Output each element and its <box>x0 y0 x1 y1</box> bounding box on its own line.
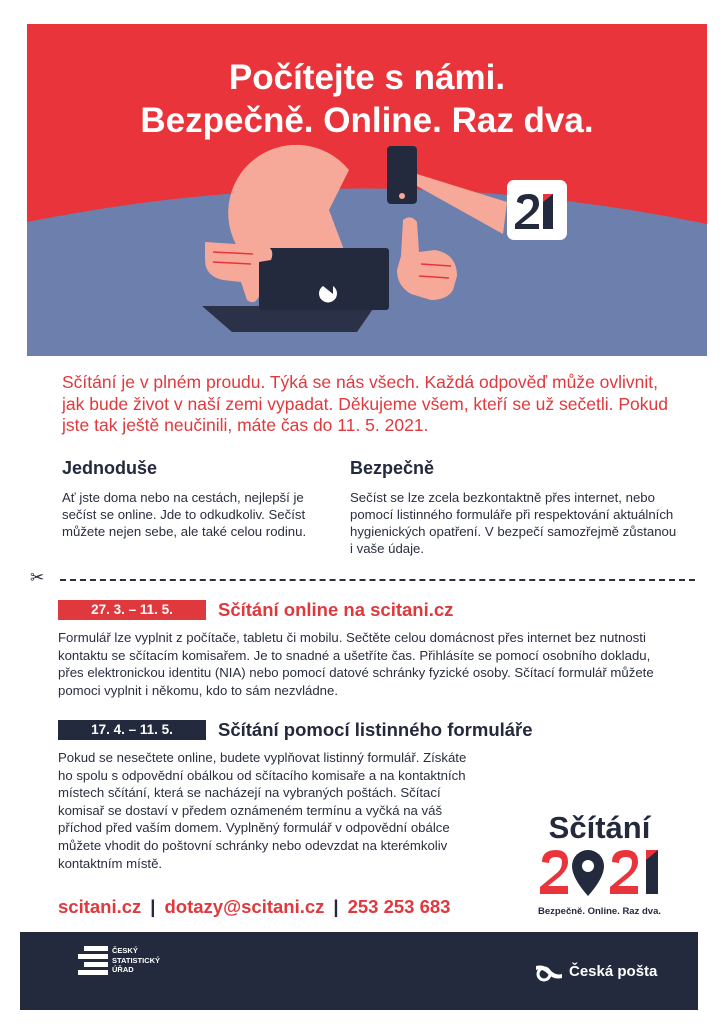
ceska-posta-logo <box>534 960 657 984</box>
smartphone-icon <box>387 146 417 204</box>
contact-email-link[interactable]: dotazy@scitani.cz <box>164 896 325 917</box>
hero-title <box>27 56 707 142</box>
section-online-dates: 27. 3. – 11. 5. <box>58 600 206 620</box>
contact-phone: 253 253 683 <box>347 896 451 917</box>
column-simply-text: Ať jste doma nebo na cestách, nejlepší je sečíst se online. Jde to odkudkoliv. Sečíst můžete nejen sebe, ale také celou rodinu. <box>62 490 307 539</box>
section-online-text: Formulář lze vyplnit z počítače, tabletu či mobilu. Sečtěte celou domácnost přes internet bez nutnosti kontaktu se sčítacím komisařem. Je to snadné a ušetříte čas. Přihlásíte se pomocí osobního dokladu, přes elektronickou identitu (NIA) nebo pomocí datové schránky fyzické osoby. Sčítací formulář můžete pomoci vyplnit i někomu, kdo to sám nezvládne. <box>58 630 654 698</box>
census-logo <box>532 810 672 920</box>
section-paper-dates: 17. 4. – 11. 5. <box>58 720 206 740</box>
csu-line1: ČESKÝ <box>112 946 138 955</box>
contact-separator: | <box>333 896 339 917</box>
contact-separator: | <box>150 896 156 917</box>
cut-line <box>30 570 695 590</box>
section-paper-header <box>58 718 678 744</box>
contact-web-link[interactable]: scitani.cz <box>58 896 142 917</box>
footer-bar <box>20 932 698 1010</box>
section-online-header <box>58 598 678 624</box>
hero-banner <box>27 24 707 356</box>
section-online-title: Sčítání online na scitani.cz <box>218 599 454 620</box>
column-safely-title: Bezpečně <box>350 458 435 478</box>
hero-title-line2: Bezpečně. Online. Raz dva. <box>140 101 594 140</box>
census-logo-year-graphic <box>538 848 662 900</box>
column-simply <box>62 458 337 540</box>
hero-title-line1: Počítejte s námi. <box>228 58 506 97</box>
column-simply-title: Jednoduše <box>62 458 158 478</box>
csu-logo <box>78 946 198 980</box>
csu-bars-icon <box>78 946 108 976</box>
intro-paragraph: Sčítání je v plném proudu. Týká se nás všech. Každá odpověď může ovlivnit, jak bude život v naší zemi vypadat. Děkujeme všem, kteří se už sečetli. Pokud jste tak ještě neučinili, máte čas do 11. 5. 2021. <box>62 372 668 435</box>
contact-line <box>58 894 450 920</box>
section-paper-title: Sčítání pomocí listinného formuláře <box>218 719 533 740</box>
year-21-badge-icon <box>507 180 567 240</box>
dashed-divider <box>60 579 695 581</box>
column-safely <box>350 458 680 557</box>
section-paper-text: Pokud se nesečtete online, budete vyplňovat listinný formulář. Získáte ho spolu s odpovědní obálkou od sčítacího komisaře a na kontaktních místech sčítání, která se nacházejí na vybraných poštách. Sčítací komisař se dostaví v předem oznámeném termínu a vyčká na váš příchod před vaším domem. Vyplněný formulář v odpovědní obálce můžete vhodit do poštovní schránky nebo odevzdat na kterémkoliv kontaktním místě. <box>58 750 467 871</box>
laptop-icon <box>259 248 389 310</box>
census-logo-word: Sčítání <box>548 810 651 845</box>
post-horn-icon <box>534 962 564 982</box>
csu-logo-text <box>112 946 160 975</box>
census-logo-tagline: Bezpečně. Online. Raz dva. <box>537 906 661 917</box>
csu-line2: STATISTICKÝ <box>112 955 161 965</box>
scissors-icon: ✂ <box>30 568 45 587</box>
csu-line3: ÚŘAD <box>112 965 134 974</box>
ceska-posta-text: Česká pošta <box>569 963 658 980</box>
section-online <box>58 598 678 699</box>
column-safely-text: Sečíst se lze zcela bezkontaktně přes internet, nebo pomocí listinného formuláře při respektování aktuálních hygienických opatření. V bezpečí samozřejmě zůstanou i vaše údaje. <box>350 490 677 556</box>
